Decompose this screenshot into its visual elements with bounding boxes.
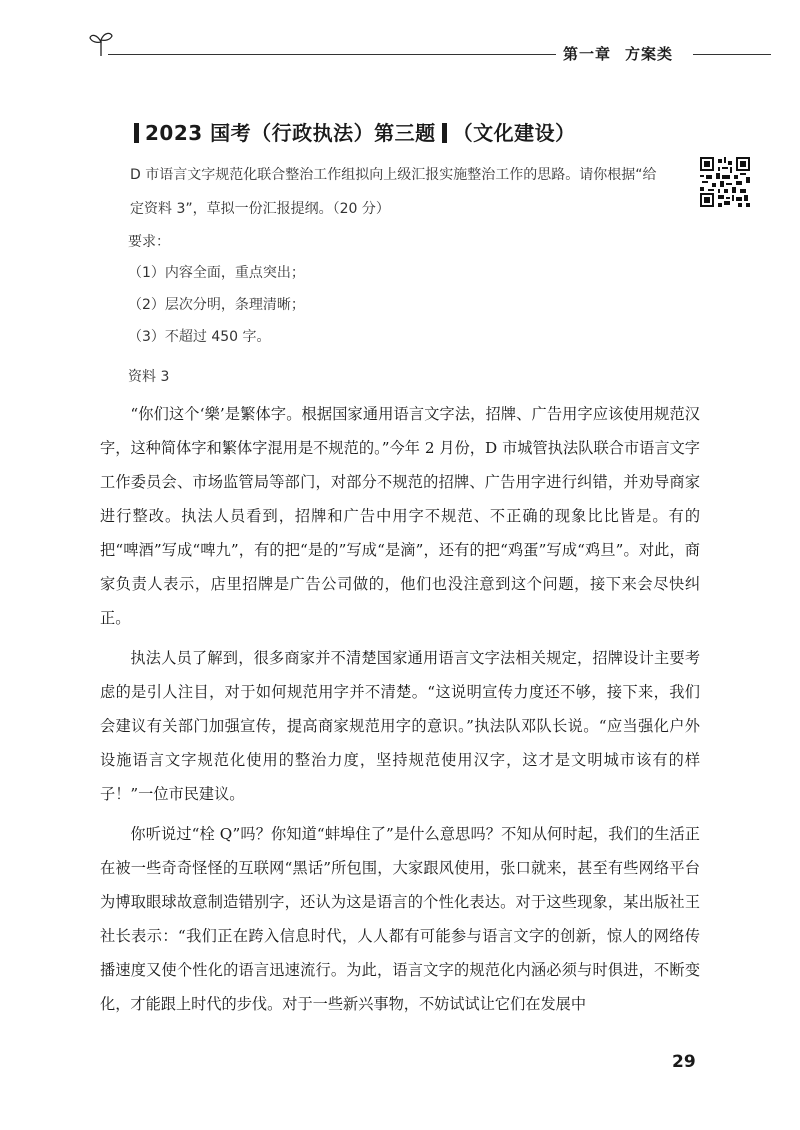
title-bar-right [442,123,447,143]
material-title: 资料 3 [128,369,170,385]
question-title-topic: （文化建设） [452,121,576,145]
chapter-label [563,43,673,64]
prompt-line: D 市语言文字规范化联合整治工作组拟向上级汇报实施整治工作的思路。请你根据“给 [130,167,657,183]
material-paragraph: “你们这个‘樂’是繁体字。根据国家通用语言文字法，招牌、广告用字应该使用规范汉字，这种简体字和繁体字混用是不规范的。”今年 2 月份，D 市城管执法队联合市语言文字工作委员会、市场监管局等部门，对部分不规范的招牌、广告用字进行纠错，并劝导商家进行整改。执法人员看到，招牌和广告中用字不规范、不正确的现象比比皆是。有的把“啤酒”写成“啤九”，有的把“是的”写成“是滴”，还有的把“鸡蛋”写成“鸡旦”。对此，商家负责人表示，店里招牌是广告公司做的，他们也没注意到这个问题，接下来会尽快纠正。 [100,405,700,627]
prompt-line: 定资料 3”，草拟一份汇报提纲。（20 分） [130,201,390,217]
material-paragraph: 执法人员了解到，很多商家并不清楚国家通用语言文字法相关规定，招牌设计主要考虑的是引人注目，对于如何规范用字并不清楚。“这说明宣传力度还不够，接下来，我们会建议有关部门加强宣传，提高商家规范用字的意识。”执法队邓队长说。“应当强化户外设施语言文字规范化使用的整治力度，坚持规范使用汉字，这才是文明城市该有的样子！”一位市民建议。 [100,649,700,803]
header-rule-right [693,54,771,55]
running-header [0,0,800,80]
chapter-section: 方案类 [625,45,674,63]
material-paragraph: 你听说过“栓 Q”吗？你知道“蚌埠住了”是什么意思吗？不知从何时起，我们的生活正在被一些奇奇怪怪的互联网“黑话”所包围，大家跟风使用，张口就来，甚至有些网络平台为博取眼球故意制造错别字，还认为这是语言的个性化表达。对于这些现象，某出版社王社长表示：“我们正在跨入信息时代，人人都有可能参与语言文字的创新，惊人的网络传播速度又使个性化的语言迅速流行。为此，语言文字的规范化内涵必须与时俱进，不断变化，才能跟上时代的步伐。对于一些新兴事物，不妨试试让它们在发展中 [100,825,700,1013]
requirement-item: （1）内容全面，重点突出； [128,265,305,281]
header-rule-left [108,54,556,55]
question-title [128,117,576,146]
chapter-number: 第一章 [563,45,612,63]
requirements-label: 要求： [128,234,170,250]
requirement-item: （2）层次分明，条理清晰； [128,297,305,313]
qr-code-icon[interactable] [700,157,750,207]
requirement-item: （3）不超过 450 字。 [128,329,271,345]
title-bar-left [134,123,139,143]
material-body [100,397,700,1027]
question-title-main: 2023 国考（行政执法）第三题 [145,121,436,145]
question-prompt [130,158,690,226]
page-number: 29 [672,1052,696,1072]
